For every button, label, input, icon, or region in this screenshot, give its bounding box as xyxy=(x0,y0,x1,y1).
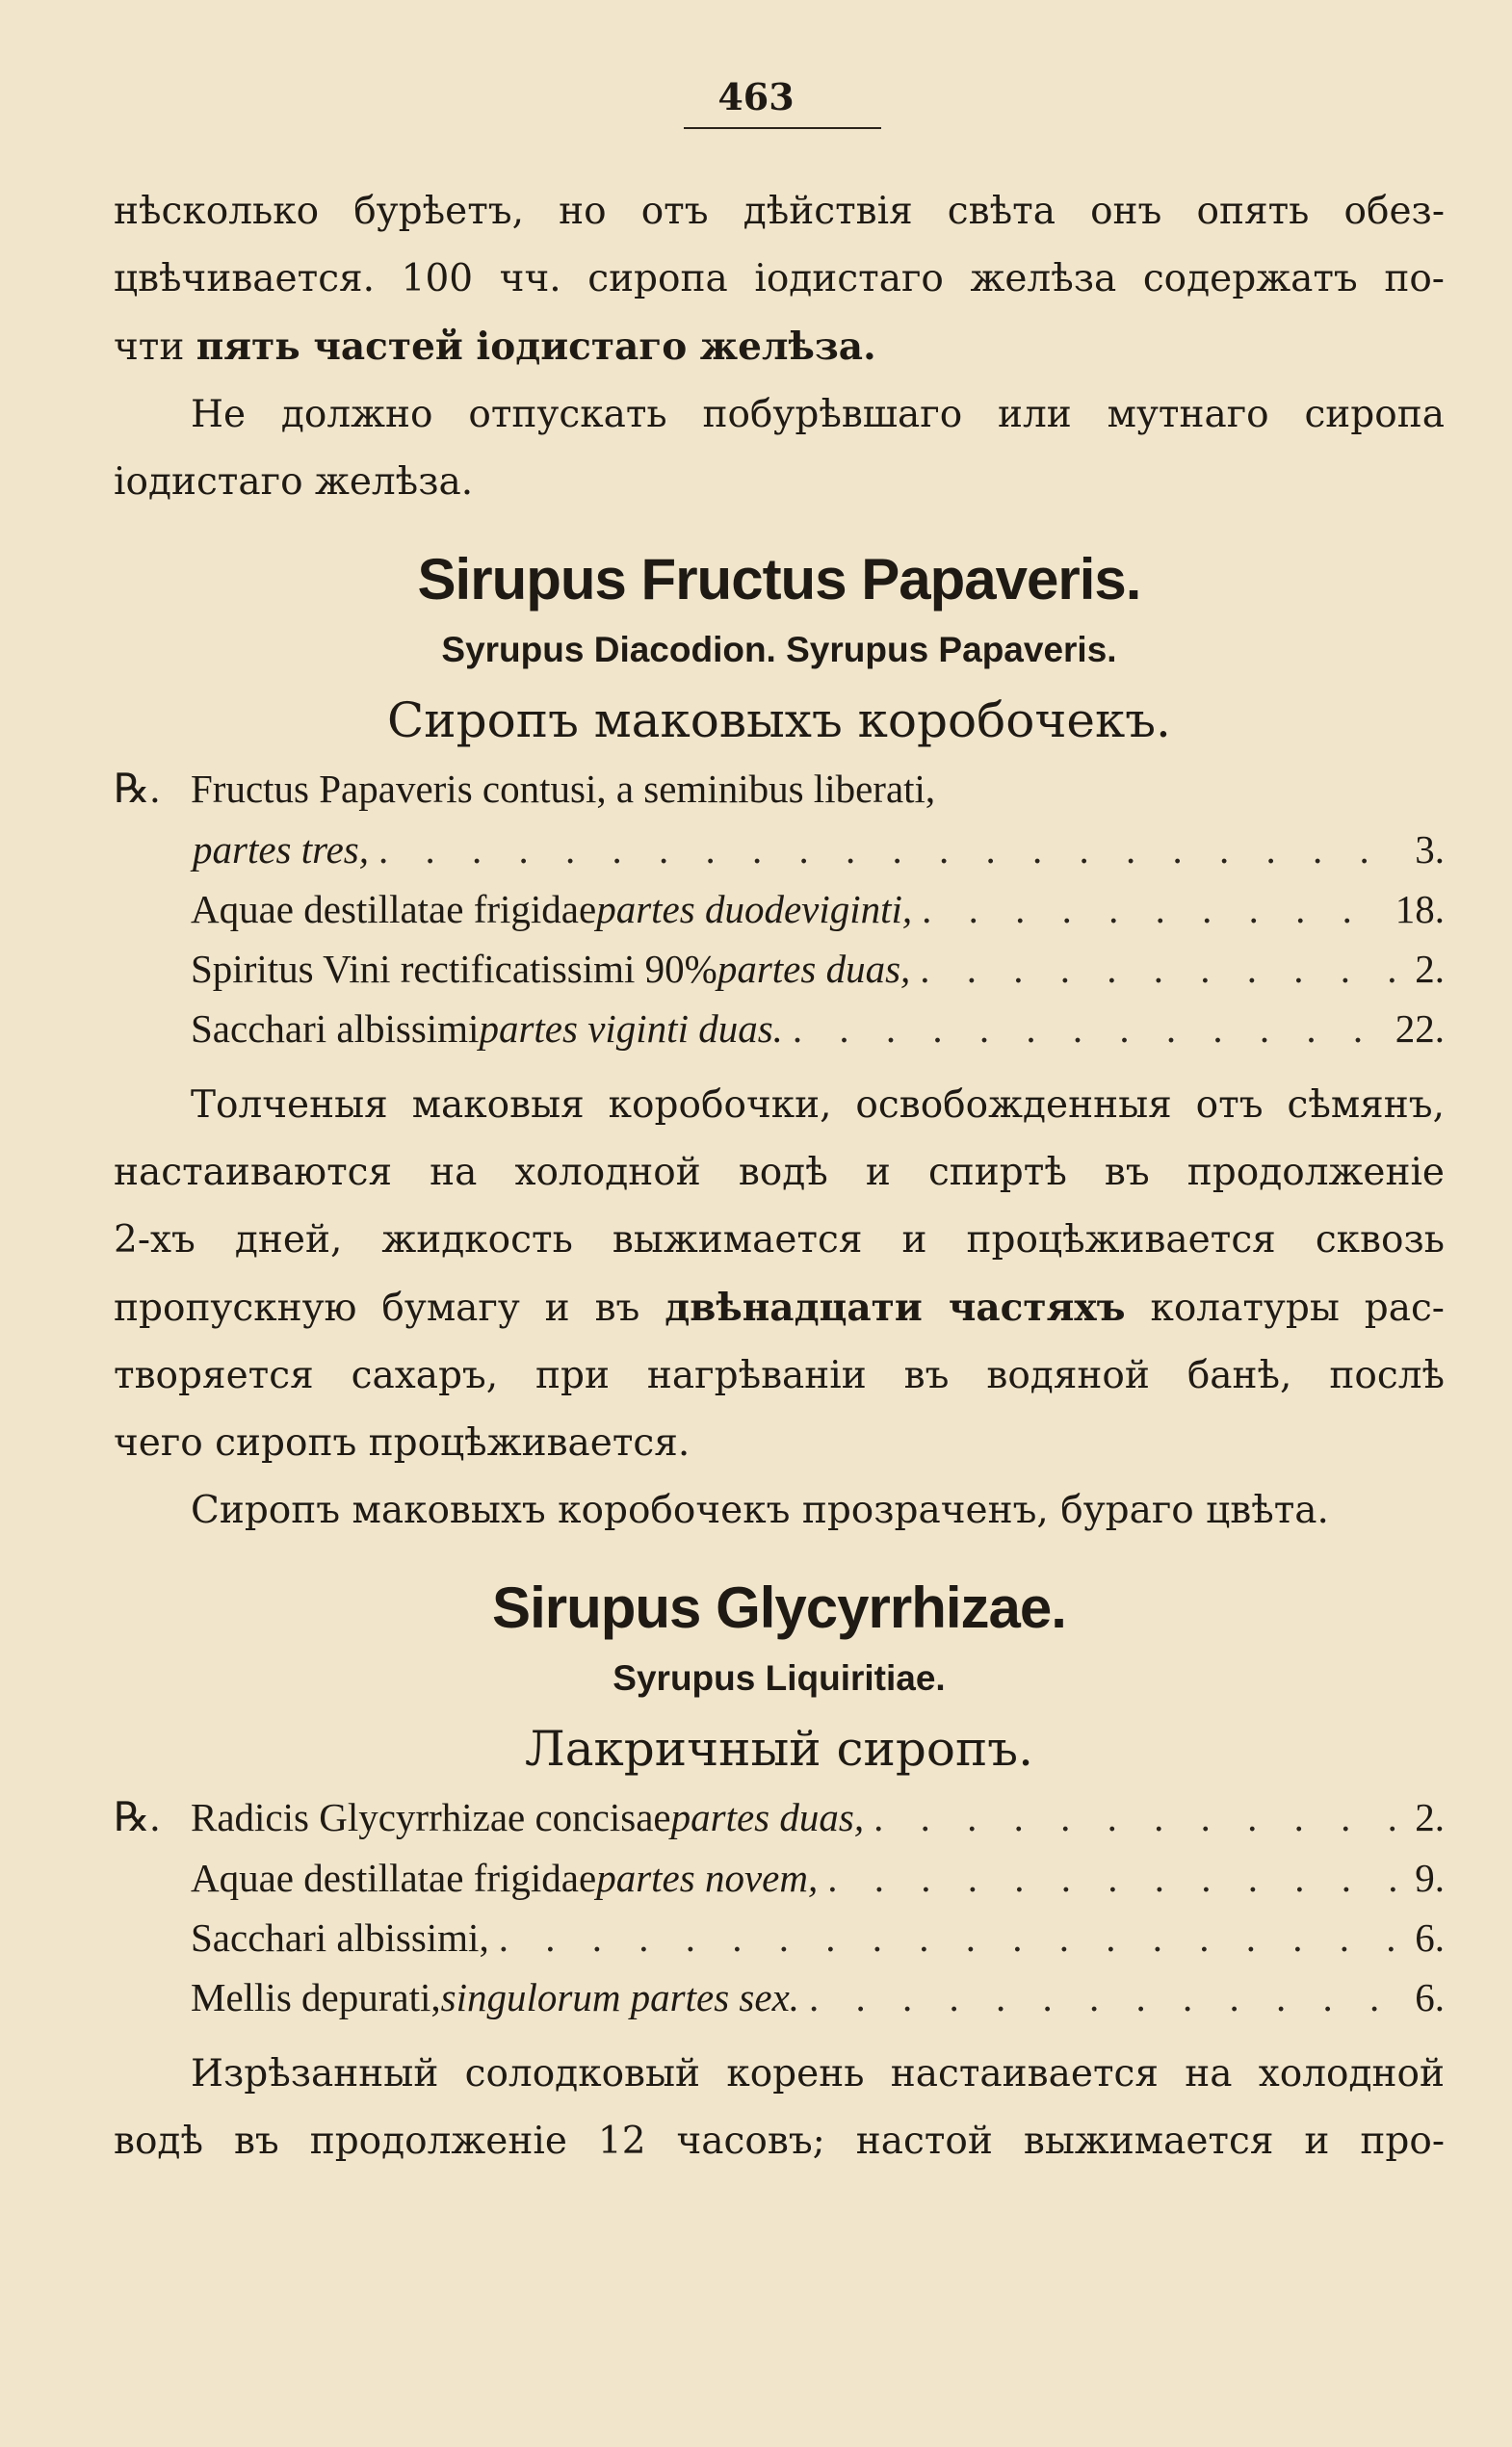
bold-text: пять частей іодистаго желѣза. xyxy=(196,325,876,369)
recipe-row xyxy=(114,939,1445,999)
recipe-symbol: ℞. xyxy=(114,768,161,812)
text-line: Не должно отпускать побурѣвшаго или мутнаго сиропа xyxy=(191,393,1445,436)
section-title: Sirupus Glycyrrhizae. xyxy=(492,1575,1066,1640)
preparation-paragraph xyxy=(114,1072,1445,1477)
recipe-row xyxy=(114,759,1445,820)
text-line: Толченыя маковыя коробочки, освобожденныя отъ сѣмянъ, xyxy=(191,1083,1445,1127)
text-line: настаиваются на холодной водѣ и спиртѣ въ продолженіе xyxy=(114,1151,1445,1194)
ingredient-quantity: 22. xyxy=(1395,1006,1445,1051)
ingredient-amount-text: partes tres, xyxy=(193,827,369,872)
intro-paragraph-2 xyxy=(114,381,1445,516)
ingredient-text: Spiritus Vini rectificatissimi 90% xyxy=(191,947,717,991)
recipe-row xyxy=(114,1908,1445,1967)
text-span: колатуры рас- xyxy=(1125,1287,1445,1330)
ingredient-amount-text: singulorum partes sex. xyxy=(440,1975,800,2019)
leader-dots xyxy=(783,999,1388,1058)
ingredient-text: Mellis depurati, xyxy=(191,1975,441,2019)
text-line: 2-хъ дней, жидкость выжимается и процѣживается сквозь xyxy=(114,1218,1445,1262)
text-line: нѣсколько бурѣетъ, но отъ дѣйствія свѣта онъ опять обез- xyxy=(114,190,1445,233)
text-span: чти xyxy=(114,325,196,369)
recipe-list xyxy=(114,1787,1445,2027)
leader-dots xyxy=(818,1848,1407,1908)
recipe-row xyxy=(114,999,1445,1058)
ingredient-text: Radicis Glycyrrhizae concisae xyxy=(191,1795,671,1839)
recipe-symbol: ℞. xyxy=(114,1796,161,1840)
leader-dots xyxy=(799,1967,1407,2027)
section-subtitle: Syrupus Diacodion. Syrupus Papaveris. xyxy=(441,630,1117,669)
recipe-row xyxy=(114,1967,1445,2027)
ingredient-amount-text: partes duas, xyxy=(670,1795,865,1839)
page-number: 463 xyxy=(717,75,795,118)
recipe-row xyxy=(114,1787,1445,1848)
recipe-row xyxy=(114,879,1445,939)
text-line: цвѣчивается. 100 чч. сиропа іодистаго желѣза содержатъ по- xyxy=(114,257,1445,300)
leader-dots xyxy=(369,820,1407,879)
bold-text: двѣнадцати частяхъ xyxy=(665,1286,1126,1330)
ingredient-quantity: 18. xyxy=(1395,887,1445,931)
leader-dots xyxy=(912,879,1388,939)
text-line: творяется сахаръ, при нагрѣваніи въ водяной банѣ, послѣ xyxy=(114,1354,1445,1397)
ingredient-quantity: 6. xyxy=(1415,1915,1445,1960)
intro-paragraph xyxy=(114,178,1445,381)
ingredient-quantity: 9. xyxy=(1415,1856,1445,1900)
text-span: пропускную бумагу и въ xyxy=(114,1287,665,1330)
recipe-row xyxy=(114,820,1445,879)
text-line: водѣ въ продолженіе 12 часовъ; настой выжимается и про- xyxy=(114,2120,1445,2163)
note-line: Сиропъ маковыхъ коробочекъ прозраченъ, бураго цвѣта. xyxy=(191,1489,1329,1532)
preparation-paragraph xyxy=(114,2041,1445,2175)
ingredient-quantity: 6. xyxy=(1415,1975,1445,2019)
ingredient-amount-text: partes novem, xyxy=(596,1856,819,1900)
text-line: Изрѣзанный солодковый корень настаивается на холодной xyxy=(191,2052,1445,2096)
leader-dots xyxy=(489,1908,1408,1967)
section-subtitle: Syrupus Liquiritiae. xyxy=(613,1658,946,1698)
ingredient-text: Sacchari albissimi xyxy=(191,1006,480,1051)
ingredient-quantity: 2. xyxy=(1415,947,1445,991)
ingredient-text: Sacchari albissimi, xyxy=(191,1915,489,1960)
section-title: Sirupus Fructus Papaveris. xyxy=(417,547,1141,612)
ingredient-quantity: 3. xyxy=(1415,827,1445,872)
page-body xyxy=(114,178,1445,2175)
ingredient-amount-text: partes viginti duas. xyxy=(479,1006,783,1051)
text-line xyxy=(114,313,1445,381)
leader-dots xyxy=(910,939,1407,999)
ingredient-amount-text: partes duas, xyxy=(717,947,911,991)
ingredient-quantity: 2. xyxy=(1415,1795,1445,1839)
ingredient-amount-text: partes duodeviginti, xyxy=(596,887,913,931)
recipe-list xyxy=(114,759,1445,1058)
recipe-row xyxy=(114,1848,1445,1908)
ingredient-text: Aquae destillatae frigidae xyxy=(191,1856,597,1900)
header-rule xyxy=(684,127,881,129)
section-russian-title: Лакричный сиропъ. xyxy=(525,1721,1033,1777)
text-line xyxy=(114,1274,1445,1342)
ingredient-text: Fructus Papaveris contusi, a seminibus liberati, xyxy=(191,767,936,811)
text-line: іодистаго желѣза. xyxy=(114,460,474,504)
leader-dots xyxy=(864,1787,1407,1847)
text-line: чего сиропъ процѣживается. xyxy=(114,1421,691,1465)
section-russian-title: Сиропъ маковыхъ коробочекъ. xyxy=(387,692,1171,748)
ingredient-text: Aquae destillatae frigidae xyxy=(191,887,597,931)
